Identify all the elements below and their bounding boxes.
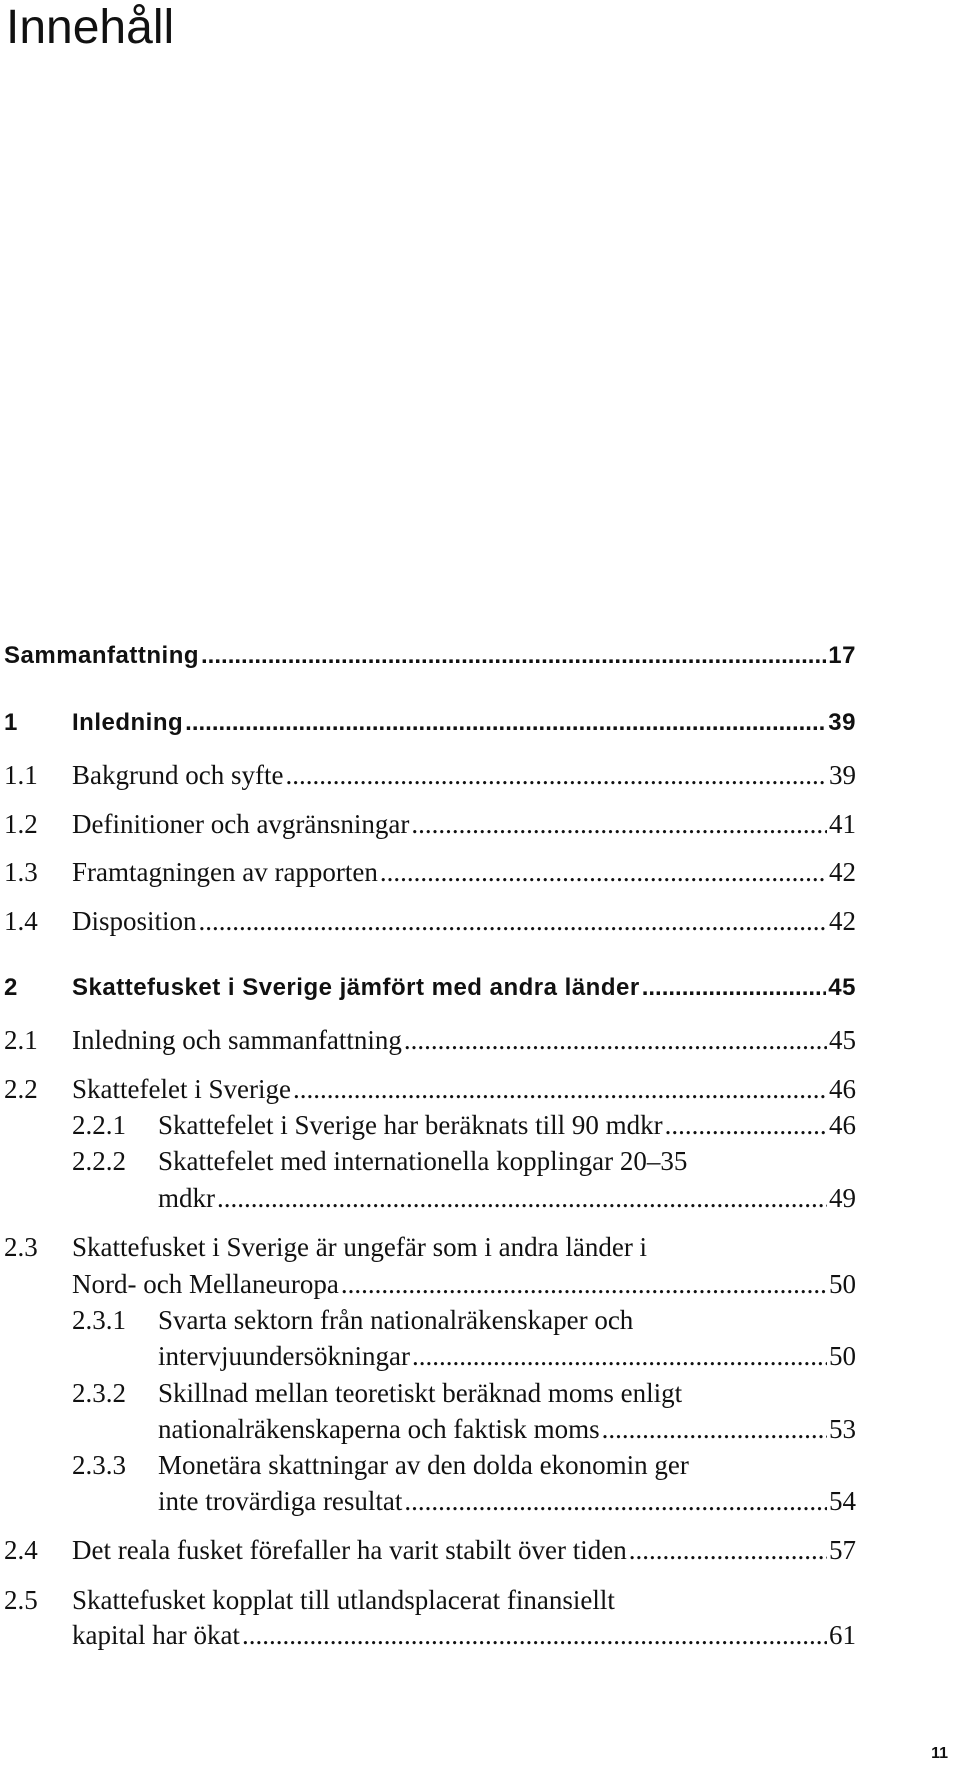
toc-entry-title: kapital har ökat [72,1620,240,1650]
dot-leader [665,1110,827,1141]
toc-entry-title: Inledning och sammanfattning [72,1025,402,1055]
toc-entry-2-3-1[interactable] [158,1341,856,1372]
toc-section-number: 2.3.1 [72,1305,126,1335]
toc-entry-2-3-2[interactable] [158,1414,856,1445]
toc-section-number: 2.4 [4,1535,38,1565]
toc-entry-1-3[interactable] [4,857,856,888]
dot-leader [404,1025,827,1056]
toc-entry-title-line1: Skattefusket i Sverige är ungefär som i andra länder i [72,1232,648,1262]
toc-entry-2-3-3-line1 [72,1450,689,1481]
toc-entry-2-1[interactable] [4,1025,856,1056]
toc-entry-2-3-line1 [4,1232,647,1263]
toc-section-number: 1.1 [4,760,38,790]
toc-page-number: 42 [829,906,856,936]
dot-leader [185,709,826,737]
toc-section-number: 1.4 [4,906,38,936]
toc-entry-title: Definitioner och avgränsningar [72,809,410,839]
toc-page-number: 57 [829,1535,856,1565]
toc-entry-2-2-1[interactable] [72,1110,856,1141]
dot-leader [199,906,827,937]
toc-entry-title: Disposition [72,906,197,936]
toc-entry-title-line1: Skattefelet med internationella kopplingar 20–35 [158,1146,688,1176]
toc-section-number: 2 [4,974,18,1001]
toc-entry-title-line1: Skillnad mellan teoretiskt beräknad moms enligt [158,1378,683,1408]
toc-entry-sammanfattning[interactable] [4,642,856,670]
toc-section-number: 2.3 [4,1232,38,1262]
dot-leader [285,760,827,791]
dot-leader [201,642,826,670]
toc-entry-2-3-2-line1 [72,1378,682,1409]
dot-leader [411,809,827,840]
toc-entry-2-4[interactable] [4,1535,856,1566]
toc-entry-title: mdkr [158,1183,215,1213]
toc-entry-title: Skattefelet i Sverige [72,1074,291,1104]
toc-entry-title: Det reala fusket förefaller ha varit stabilt över tiden [72,1535,627,1565]
toc-section-number: 2.2 [4,1074,38,1104]
toc-entry-title: nationalräkenskaperna och faktisk moms [158,1414,600,1444]
toc-entry-1-4[interactable] [4,906,856,937]
toc-page-number: 46 [829,1110,856,1140]
toc-entry-title: inte trovärdiga resultat [158,1486,403,1516]
toc-page-number: 42 [829,857,856,887]
toc-entry-title-line1: Monetära skattningar av den dolda ekonomin ger [158,1450,689,1480]
toc-entry-title: Sammanfattning [4,642,200,669]
toc-page-number: 49 [829,1183,856,1213]
toc-page-number: 50 [829,1341,856,1371]
toc-entry-title: Skattefusket i Sverige jämfört med andra länder [72,974,640,1001]
toc-entry-1-2[interactable] [4,809,856,840]
toc-section-number: 2.1 [4,1025,38,1055]
dot-leader [404,1486,827,1517]
toc-entry-title: intervjuundersökningar [158,1341,410,1371]
toc-entry-title: Bakgrund och syfte [72,760,284,790]
toc-section-number: 1 [4,709,18,736]
toc-entry-title: Framtagningen av rapporten [72,857,378,887]
toc-entry-title-line1: Skattefusket kopplat till utlandsplacerat finansiellt [72,1585,615,1615]
toc-section-number: 2.2.1 [72,1110,126,1140]
toc-page-number: 46 [829,1074,856,1104]
toc-entry-2-2-2-line1 [72,1146,687,1177]
toc-entry-2-3-1-line1 [72,1305,633,1336]
toc-page-number: 39 [828,709,856,736]
toc-page-number: 53 [829,1414,856,1444]
dot-leader [341,1269,827,1300]
page-title: Innehåll [6,1,175,54]
toc-section-number: 2.3.2 [72,1378,126,1408]
toc-page-number: 45 [829,1025,856,1055]
toc-entry-2-5-line1 [4,1585,615,1616]
toc-entry-2-5[interactable] [72,1620,856,1651]
toc-page-number: 50 [829,1269,856,1299]
dot-leader [293,1074,827,1105]
page-number: 11 [931,1745,948,1762]
toc-entry-2-3-3[interactable] [158,1486,856,1517]
dot-leader [602,1414,827,1445]
dot-leader [380,857,827,888]
toc-section-number: 2.3.3 [72,1450,126,1480]
toc-entry-title: Inledning [72,709,184,736]
dot-leader [412,1341,827,1372]
dot-leader [242,1620,827,1651]
toc-entry-2[interactable] [4,974,856,1002]
toc-section-number: 2.5 [4,1585,38,1615]
toc-page-number: 61 [829,1620,856,1650]
toc-entry-2-2-2[interactable] [158,1183,856,1214]
toc-page-number: 17 [828,642,856,669]
toc-page-number: 54 [829,1486,856,1516]
toc-entry-title: Nord- och Mellaneuropa [72,1269,339,1299]
toc-page-number: 41 [829,809,856,839]
toc-entry-1-1[interactable] [4,760,856,791]
toc-section-number: 1.3 [4,857,38,887]
toc-section-number: 1.2 [4,809,38,839]
toc-entry-title: Skattefelet i Sverige har beräknats till 90 mdkr [158,1110,663,1140]
toc-page-number: 45 [828,974,856,1001]
toc-section-number: 2.2.2 [72,1146,126,1176]
dot-leader [642,974,827,1002]
toc-entry-2-3[interactable] [72,1269,856,1300]
toc-page-number: 39 [829,760,856,790]
dot-leader [217,1183,827,1214]
toc-entry-title-line1: Svarta sektorn från nationalräkenskaper och [158,1305,634,1335]
toc-entry-1[interactable] [4,709,856,737]
toc-entry-2-2[interactable] [4,1074,856,1105]
dot-leader [629,1535,827,1566]
